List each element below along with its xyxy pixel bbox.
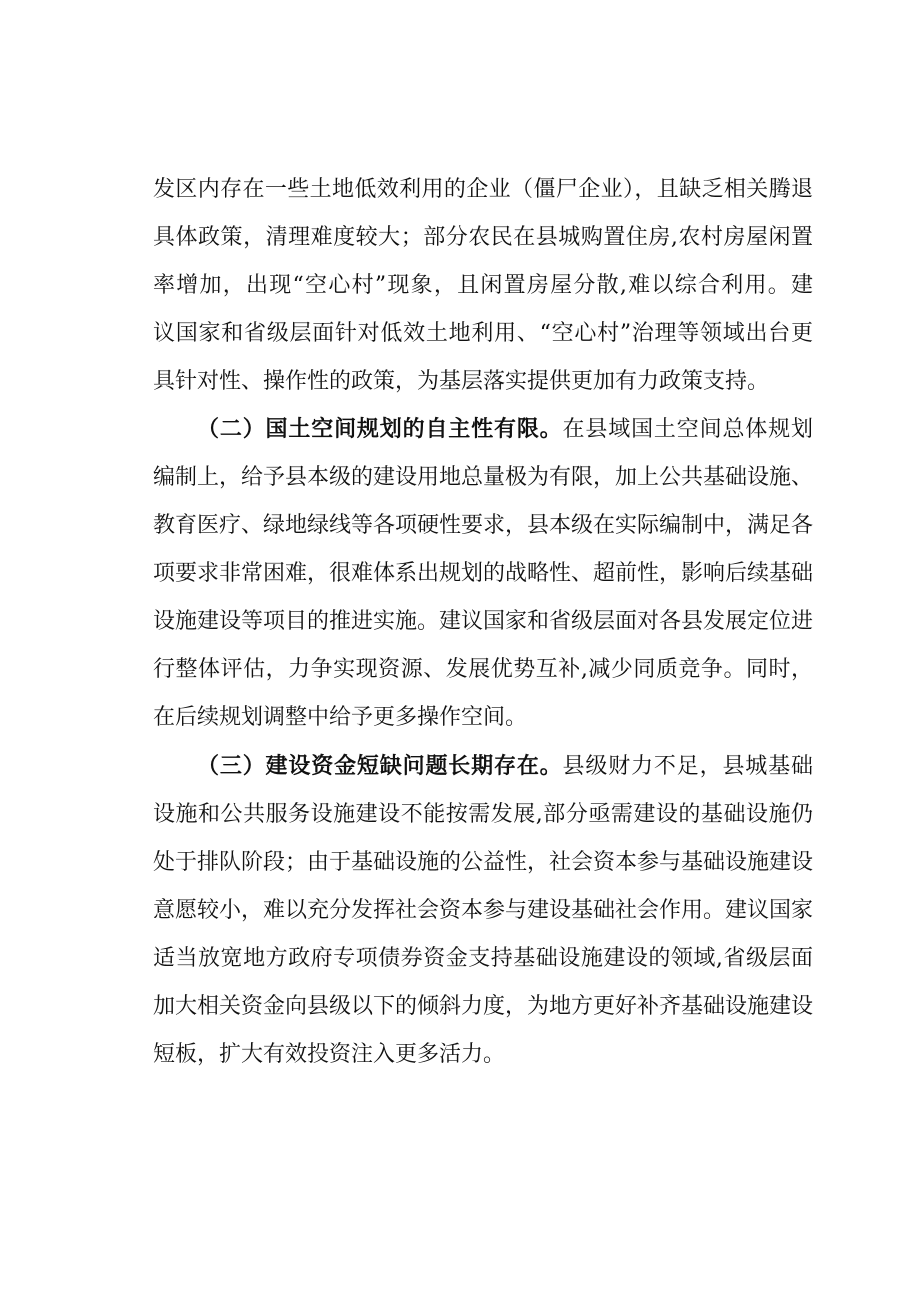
text-line-content: 县级财力不足，县城基础 xyxy=(562,754,813,779)
section-heading: （二）国土空间规划的自主性有限。 xyxy=(197,417,563,442)
text-line: 设施和公共服务设施建设不能按需发展,部分亟需建设的基础设施仍 xyxy=(153,802,813,827)
text-line: 教育医疗、绿地绿线等各项硬性要求，县本级在实际编制中，满足各 xyxy=(153,513,814,538)
text-line: 发区内存在一些土地低效利用的企业（僵尸企业），且缺乏相关腾退 xyxy=(153,177,813,202)
text-line: 处于排队阶段；由于基础设施的公益性，社会资本参与基础设施建设 xyxy=(153,850,814,875)
text-line: 加大相关资金向县级以下的倾斜力度，为地方更好补齐基础设施建设 xyxy=(153,994,814,1019)
text-line: 具针对性、操作性的政策，为基层落实提供更加有力政策支持。 xyxy=(153,369,770,394)
text-line: 设施建设等项目的推进实施。建议国家和省级层面对各县发展定位进 xyxy=(153,609,814,634)
text-line: 意愿较小，难以充分发挥社会资本参与建设基础社会作用。建议国家 xyxy=(153,898,814,923)
text-line xyxy=(153,406,813,454)
text-line: 短板，扩大有效投资注入更多活力。 xyxy=(153,1042,506,1067)
paragraph-land-use xyxy=(153,166,813,406)
text-line: 具体政策，清理难度较大；部分农民在县城购置住房,农村房屋闲置 xyxy=(153,225,813,250)
text-line: 在后续规划调整中给予更多操作空间。 xyxy=(153,705,528,730)
text-line: 率增加，出现“空心村”现象，且闲置房屋分散,难以综合利用。建 xyxy=(153,273,813,298)
text-line: 编制上，给予县本级的建设用地总量极为有限，加上公共基础设施、 xyxy=(153,465,814,490)
text-line: 项要求非常困难，很难体系出规划的战略性、超前性，影响后续基础 xyxy=(153,561,814,586)
paragraph-funding-shortage xyxy=(153,743,813,1079)
section-heading: （三）建设资金短缺问题长期存在。 xyxy=(197,754,563,779)
text-line-content: 在县域国土空间总体规划 xyxy=(562,417,813,442)
text-line: 适当放宽地方政府专项债券资金支持基础设施建设的领域,省级层面 xyxy=(153,946,813,971)
text-line: 行整体评估，力争实现资源、发展优势互补,减少同质竞争。同时， xyxy=(153,657,813,682)
paragraph-spatial-planning xyxy=(153,406,813,742)
text-line xyxy=(153,743,813,791)
text-line: 议国家和省级层面针对低效土地利用、“空心村”治理等领域出台更 xyxy=(153,321,813,346)
